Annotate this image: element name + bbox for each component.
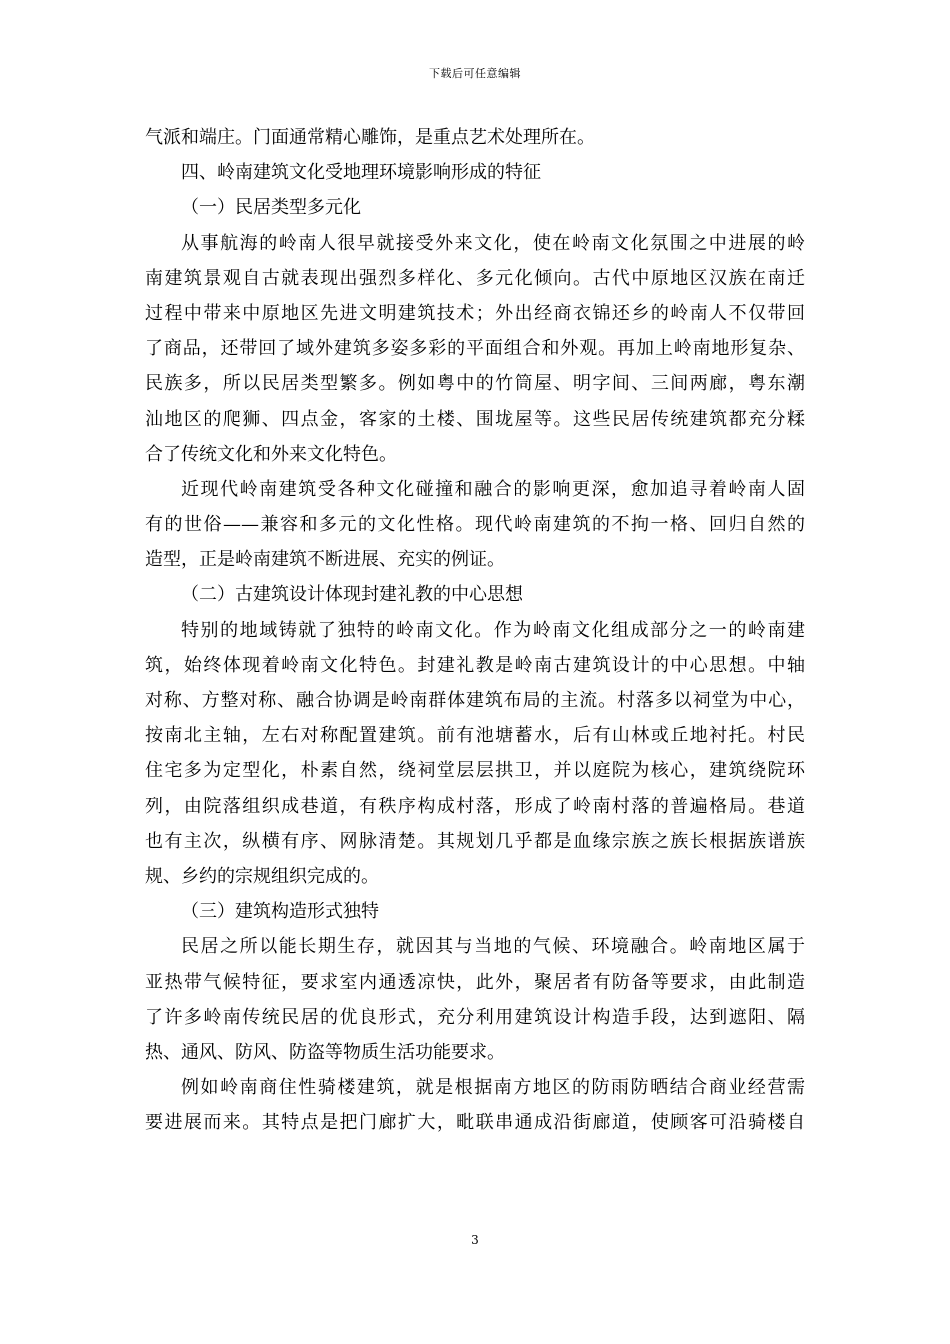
paragraph-line: 了许多岭南传统民居的优良形式，充分利用建筑设计构造手段，达到遮阳、隔	[145, 1006, 805, 1028]
paragraph-line: 从事航海的岭南人很早就接受外来文化，使在岭南文化氛围之中进展的岭	[181, 232, 805, 254]
subsection-heading: （二）古建筑设计体现封建礼教的中心思想	[181, 584, 523, 606]
paragraph-line: 热、通风、防风、防盗等物质生活功能要求。	[145, 1041, 505, 1063]
paragraph-line: 筑，始终体现着岭南文化特色。封建礼教是岭南古建筑设计的中心思想。中轴	[145, 654, 805, 676]
paragraph-line: 民居之所以能长期生存，就因其与当地的气候、环境融合。岭南地区属于	[181, 936, 805, 958]
page-header: 下载后可任意编辑	[429, 67, 521, 80]
paragraph-line: 住宅多为定型化，朴素自然，绕祠堂层层拱卫，并以庭院为核心，建筑绕院环	[145, 760, 805, 782]
paragraph-line: 规、乡约的宗规组织完成的。	[145, 865, 379, 887]
paragraph-line: 气派和端庄。门面通常精心雕饰，是重点艺术处理所在。	[145, 127, 595, 148]
paragraph-line: 了商品，还带回了域外建筑多姿多彩的平面组合和外观。再加上岭南地形复杂、	[145, 338, 805, 360]
paragraph-line: 民族多，所以民居类型繁多。例如粤中的竹筒屋、明字间、三间两廊，粤东潮	[145, 373, 805, 395]
subsection-heading: （一）民居类型多元化	[181, 197, 361, 219]
paragraph-line: 对称、方整对称、融合协调是岭南群体建筑布局的主流。村落多以祠堂为中心，	[145, 690, 805, 711]
paragraph-line: 合了传统文化和外来文化特色。	[145, 443, 397, 465]
paragraph-line: 造型，正是岭南建筑不断进展、充实的例证。	[145, 549, 505, 571]
paragraph-line: 按南北主轴，左右对称配置建筑。前有池塘蓄水，后有山林或丘地衬托。村民	[145, 725, 805, 747]
paragraph-line: 过程中带来中原地区先进文明建筑技术；外出经商衣锦还乡的岭南人不仅带回	[145, 302, 805, 324]
paragraph-line: 列，由院落组织成巷道，有秩序构成村落，形成了岭南村落的普遍格局。巷道	[145, 795, 805, 817]
paragraph-line: 要进展而来。其特点是把门廊扩大，毗联串通成沿街廊道，使顾客可沿骑楼自	[145, 1112, 805, 1134]
paragraph-line: 汕地区的爬狮、四点金，客家的土楼、围垅屋等。这些民居传统建筑都充分糅	[145, 408, 805, 430]
paragraph-line: 近现代岭南建筑受各种文化碰撞和融合的影响更深，愈加追寻着岭南人固	[181, 478, 805, 500]
section-heading: 四、岭南建筑文化受地理环境影响形成的特征	[181, 162, 541, 184]
paragraph-line: 特别的地域铸就了独特的岭南文化。作为岭南文化组成部分之一的岭南建	[181, 619, 805, 641]
paragraph-line: 亚热带气候特征，要求室内通透凉快，此外，聚居者有防备等要求，由此制造	[145, 971, 805, 993]
paragraph-line: 例如岭南商住性骑楼建筑，就是根据南方地区的防雨防晒结合商业经营需	[181, 1077, 805, 1099]
paragraph-line: 有的世俗——兼容和多元的文化性格。现代岭南建筑的不拘一格、回归自然的	[145, 514, 805, 536]
paragraph-line: 也有主次，纵横有序、网脉清楚。其规划几乎都是血缘宗族之族长根据族谱族	[145, 830, 805, 852]
document-body	[145, 120, 805, 1140]
subsection-heading: （三）建筑构造形式独特	[181, 901, 379, 923]
paragraph-line: 南建筑景观自古就表现出强烈多样化、多元化倾向。古代中原地区汉族在南迁	[145, 267, 805, 289]
page-number: 3	[471, 1233, 479, 1247]
